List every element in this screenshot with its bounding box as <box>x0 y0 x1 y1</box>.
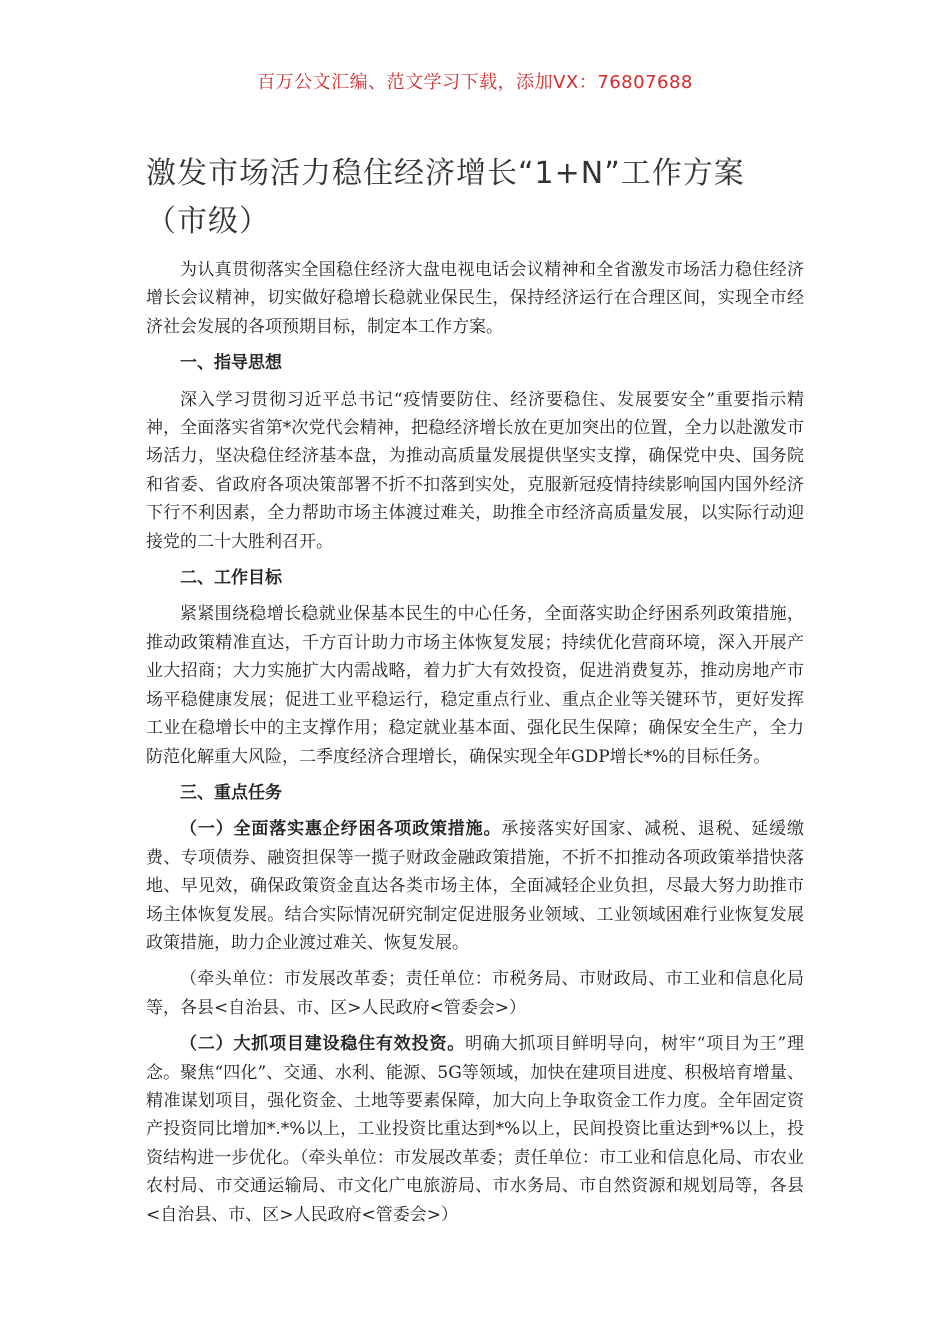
task-1-title: （一）全面落实惠企纾困各项政策措施。 <box>180 819 502 840</box>
guiding-ideology-paragraph: 深入学习贯彻习近平总书记“疫情要防住、经济要稳住、发展要安全”重要指示精神，全面落实省第*次党代会精神，把稳经济增长放在更加突出的位置，全力以赴激发市场活力，坚决稳住经济基本盘，为推动高质量发展提供坚实支撑，确保党中央、国务院和省委、省政府各项决策部署不折不扣落到实处，克服新冠疫情持续影响国内国外经济下行不利因素，全力帮助市场主体渡过难关，助推全市经济高质量发展，以实际行动迎接党的二十大胜利召开。 <box>146 389 804 552</box>
intro-paragraph: 为认真贯彻落实全国稳住经济大盘电视电话会议精神和全省激发市场活力稳住经济增长会议精神，切实做好稳增长稳就业保民生，保持经济运行在合理区间，实现全市经济社会发展的各项预期目标，制定本工作方案。 <box>146 260 804 337</box>
section-heading-guiding-ideology: 一、指导思想 <box>180 353 282 374</box>
task-1-paragraph <box>146 815 804 957</box>
watermark-banner: 百万公文汇编、范文学习下载，添加VX：76807688 <box>257 72 693 93</box>
document-body <box>146 256 804 1237</box>
task-1-units: （牵头单位：市发展改革委；责任单位：市税务局、市财政局、市工业和信息化局等，各县<自治县、市、区>人民政府<管委会>） <box>146 969 804 1018</box>
task-2-body: 明确大抓项目鲜明导向，树牢“项目为王”理念。聚焦“四化”、交通、水利、能源、5G等领域，加快在建项目进度、积极培育增量、精准谋划项目，强化资金、土地等要素保障，加大向上争取资金工作力度。全年固定资产投资同比增加*.*%以上，工业投资比重达到*%以上，民间投资比重达到*%以上，投资结构进一步优化。（牵头单位：市发展改革委；责任单位：市工业和信息化局、市农业农村局、市交通运输局、市文化广电旅游局、市水务局、市自然资源和规划局等，各县<自治县、市、区>人民政府<管委会>） <box>146 1034 804 1225</box>
task-2-title: （二）大抓项目建设稳住有效投资。 <box>180 1034 466 1055</box>
section-heading-key-tasks: 三、重点任务 <box>180 782 282 803</box>
section-heading-work-goals: 二、工作目标 <box>180 568 282 589</box>
work-goals-paragraph: 紧紧围绕稳增长稳就业保基本民生的中心任务，全面落实助企纾困系列政策措施，推动政策精准直达，千方百计助力市场主体恢复发展；持续优化营商环境，深入开展产业大招商；大力实施扩大内需战略，着力扩大有效投资，促进消费复苏，推动房地产市场平稳健康发展；促进工业平稳运行，稳定重点行业、重点企业等关键环节，更好发挥工业在稳增长中的主支撑作用；稳定就业基本面、强化民生保障；确保安全生产，全力防范化解重大风险，二季度经济合理增长，确保实现全年GDP增长*%的目标任务。 <box>146 604 804 767</box>
document-title: 激发市场活力稳住经济增长“1+N”工作方案（市级） <box>146 156 745 239</box>
task-1-body: 承接落实好国家、减税、退税、延缓缴费、专项债券、融资担保等一揽子财政金融政策措施，不折不扣推动各项政策举措快落地、早见效，确保政策资金直达各类市场主体，全面减轻企业负担，尽最大努力助推市场主体恢复发展。结合实际情况研究制定促进服务业领域、工业领域困难行业恢复发展政策措施，助力企业渡过难关、恢复发展。 <box>146 819 805 953</box>
task-2-paragraph <box>146 1030 804 1229</box>
